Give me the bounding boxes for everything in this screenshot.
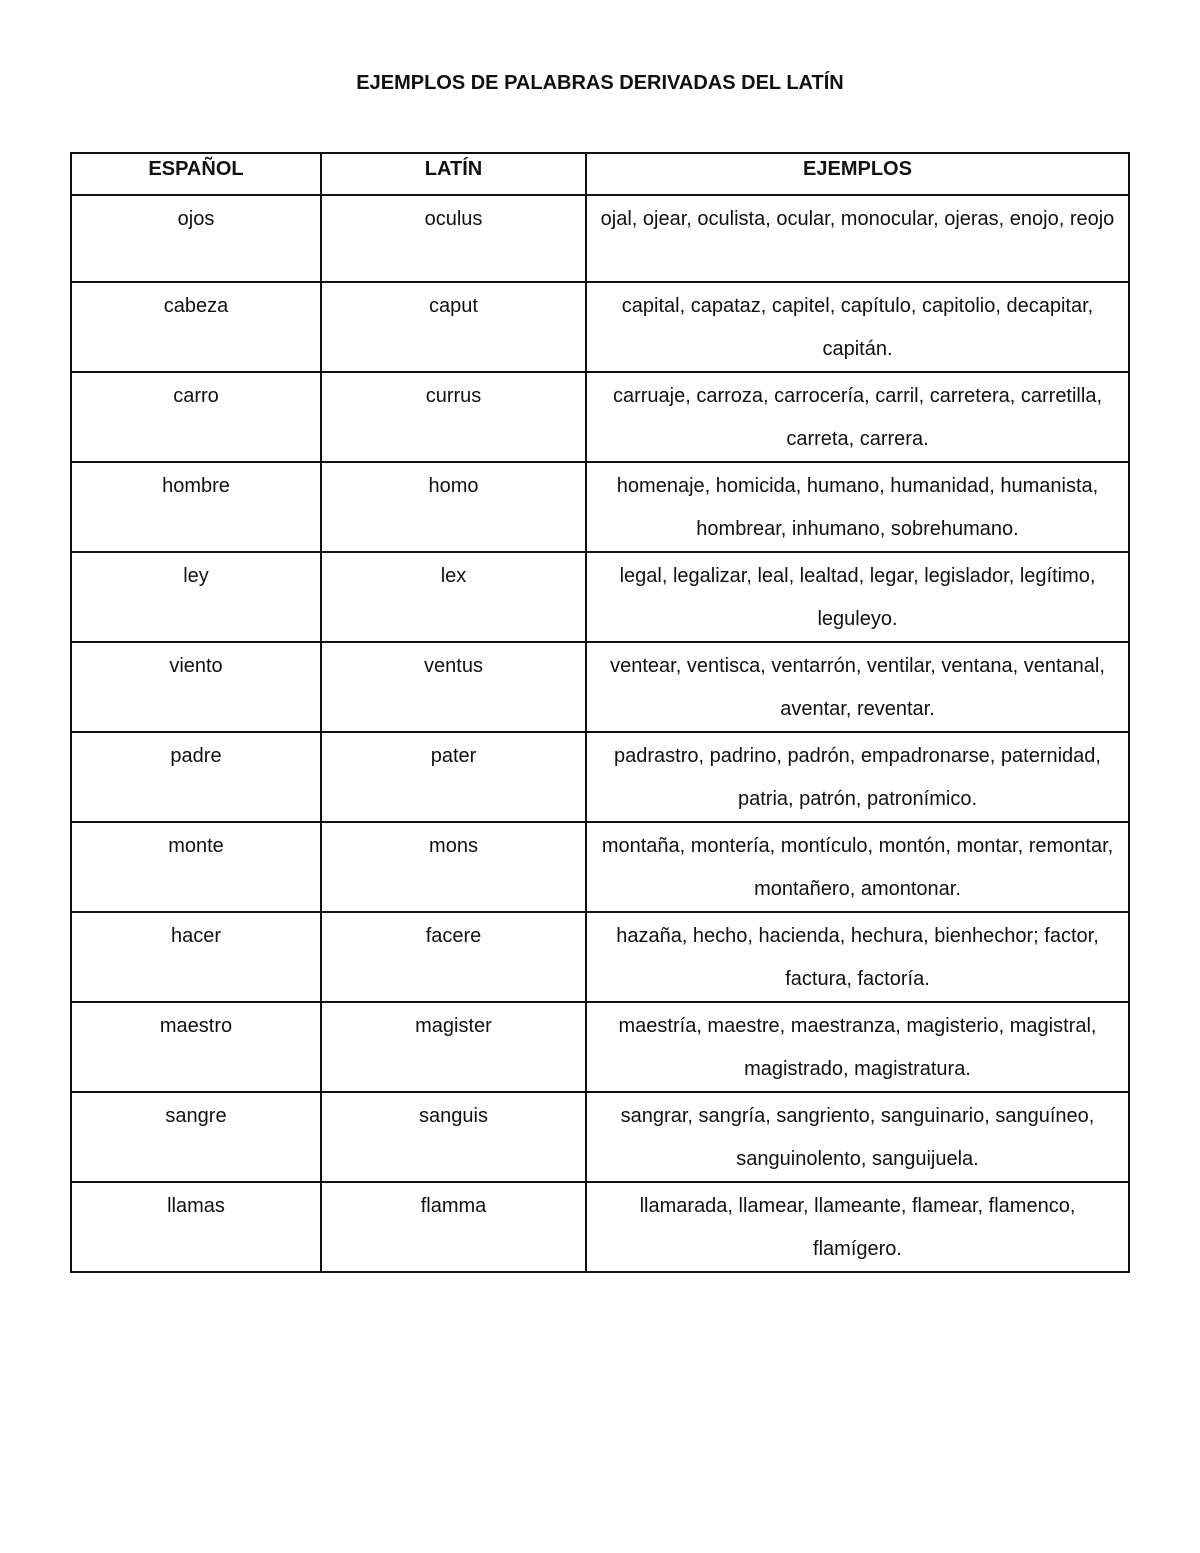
table-row [71, 282, 1129, 372]
cell-latin: magister [321, 1002, 586, 1092]
cell-latin: facere [321, 912, 586, 1002]
table-row [71, 552, 1129, 642]
cell-espanol: padre [71, 732, 321, 822]
cell-espanol: hombre [71, 462, 321, 552]
cell-ejemplos: ventear, ventisca, ventarrón, ventilar, ventana, ventanal, aventar, reventar. [586, 642, 1129, 732]
cell-ejemplos: capital, capataz, capitel, capítulo, capitolio, decapitar, capitán. [586, 282, 1129, 372]
table-row [71, 1002, 1129, 1092]
cell-espanol: monte [71, 822, 321, 912]
cell-ejemplos: ojal, ojear, oculista, ocular, monocular, ojeras, enojo, reojo [586, 195, 1129, 282]
cell-espanol: sangre [71, 1092, 321, 1182]
cell-ejemplos: legal, legalizar, leal, lealtad, legar, legislador, legítimo, leguleyo. [586, 552, 1129, 642]
cell-espanol: ojos [71, 195, 321, 282]
cell-ejemplos: homenaje, homicida, humano, humanidad, humanista, hombrear, inhumano, sobrehumano. [586, 462, 1129, 552]
cell-espanol: hacer [71, 912, 321, 1002]
table-header-row [71, 153, 1129, 195]
cell-latin: mons [321, 822, 586, 912]
cell-espanol: carro [71, 372, 321, 462]
table-row [71, 732, 1129, 822]
table-row [71, 912, 1129, 1002]
cell-latin: currus [321, 372, 586, 462]
cell-ejemplos: montaña, montería, montículo, montón, montar, remontar, montañero, amontonar. [586, 822, 1129, 912]
table-row [71, 462, 1129, 552]
cell-ejemplos: llamarada, llamear, llameante, flamear, flamenco, flamígero. [586, 1182, 1129, 1272]
cell-ejemplos: padrastro, padrino, padrón, empadronarse, paternidad, patria, patrón, patronímico. [586, 732, 1129, 822]
cell-ejemplos: carruaje, carroza, carrocería, carril, carretera, carretilla, carreta, carrera. [586, 372, 1129, 462]
cell-espanol: cabeza [71, 282, 321, 372]
table-row [71, 822, 1129, 912]
cell-latin: flamma [321, 1182, 586, 1272]
cell-ejemplos: hazaña, hecho, hacienda, hechura, bienhechor; factor, factura, factoría. [586, 912, 1129, 1002]
derived-words-table [70, 152, 1130, 1273]
cell-latin: homo [321, 462, 586, 552]
cell-espanol: viento [71, 642, 321, 732]
cell-ejemplos: maestría, maestre, maestranza, magisterio, magistral, magistrado, magistratura. [586, 1002, 1129, 1092]
cell-latin: pater [321, 732, 586, 822]
cell-espanol: llamas [71, 1182, 321, 1272]
cell-latin: oculus [321, 195, 586, 282]
cell-latin: caput [321, 282, 586, 372]
table-row [71, 195, 1129, 282]
table-row [71, 1092, 1129, 1182]
page-title: EJEMPLOS DE PALABRAS DERIVADAS DEL LATÍN [356, 72, 844, 94]
header-espanol: ESPAÑOL [71, 153, 321, 195]
cell-latin: ventus [321, 642, 586, 732]
cell-latin: sanguis [321, 1092, 586, 1182]
cell-ejemplos: sangrar, sangría, sangriento, sanguinario, sanguíneo, sanguinolento, sanguijuela. [586, 1092, 1129, 1182]
table-row [71, 372, 1129, 462]
cell-espanol: maestro [71, 1002, 321, 1092]
cell-espanol: ley [71, 552, 321, 642]
cell-latin: lex [321, 552, 586, 642]
table-row [71, 642, 1129, 732]
header-ejemplos: EJEMPLOS [586, 153, 1129, 195]
table-row [71, 1182, 1129, 1272]
header-latin: LATÍN [321, 153, 586, 195]
